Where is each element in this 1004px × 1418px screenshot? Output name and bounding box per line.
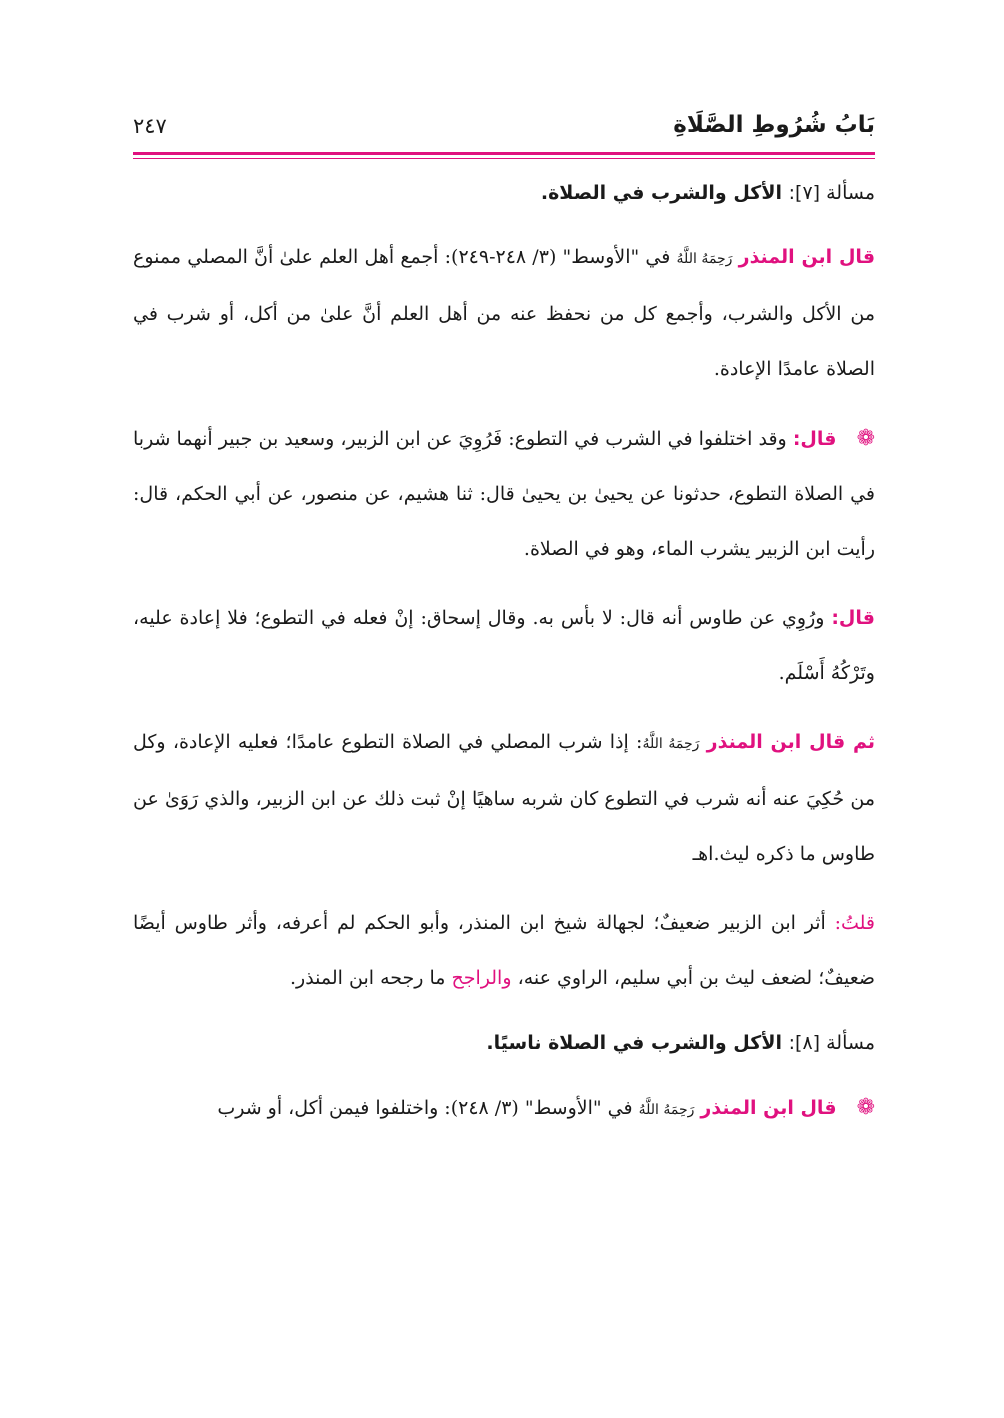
issue-heading-7: [133, 170, 875, 216]
header-rule-thick: [133, 152, 875, 155]
issue-label: مسألة [٨]:: [788, 1032, 875, 1054]
honorific: رَحِمَهُ اللَّهُ: [676, 251, 733, 267]
paragraph-text: في "الأوسط" (٣/ ٢٤٨): واختلفوا فيمن أكل، أو شرب: [217, 1097, 633, 1119]
paragraph-text-end: ما رجحه ابن المنذر.: [289, 967, 446, 989]
lead-phrase: قال ابن المنذر: [738, 246, 876, 268]
paragraph-1: [133, 230, 875, 397]
page-body: [133, 170, 875, 1138]
page-number: ٢٤٧: [133, 114, 167, 138]
paragraph-text: وقد اختلفوا في الشرب في التطوع: فَرُوِيَ عن ابن الزبير، وسعيد بن جبير أنهما شربا في الصلاة التطوع، حدثونا عن يحيىٰ بن يحيىٰ قال: ثنا هشيم، عن منصور، عن أبي الحكم، قال: رأيت ابن الزبير يشرب الماء، وهو في الصلاة.: [133, 428, 875, 560]
highlight-phrase: والراجح: [451, 967, 512, 989]
issue-title: الأكل والشرب في الصلاة.: [540, 182, 782, 204]
honorific: رَحِمَهُ اللَّهُ: [642, 736, 700, 752]
issue-label: مسألة [٧]:: [788, 182, 875, 204]
flower-ornament-icon: ❁: [856, 1095, 875, 1120]
paragraph-text: ورُوِي عن طاوس أنه قال: لا بأس به. وقال إسحاق: إنْ فعله في التطوع؛ فلا إعادة عليه، وتَرْكُهُ أَسْلَم.: [133, 607, 875, 684]
lead-phrase: قال:: [831, 607, 875, 629]
lead-phrase: قال:: [792, 428, 837, 450]
lead-phrase: قال ابن المنذر: [700, 1097, 837, 1119]
running-title: بَابُ شُرُوطِ الصَّلَاةِ: [673, 112, 875, 138]
paragraph-4: [133, 715, 875, 882]
issue-title: الأكل والشرب في الصلاة ناسيًا.: [486, 1032, 782, 1054]
page-header: [133, 112, 875, 154]
header-rule-thin: [133, 158, 875, 159]
paragraph-text: في "الأوسط" (٣/ ٢٤٨-٢٤٩): أجمع أهل العلم علىٰ أنَّ المصلي ممنوع من الأكل والشرب، وأجمع كل من نحفظ عنه من أهل العلم أنَّ علىٰ من أكل، أو شرب في الصلاة عامدًا الإعادة.: [133, 246, 875, 380]
paragraph-text: أثر ابن الزبير ضعيفٌ؛ لجهالة شيخ ابن المنذر، وأبو الحكم لم أعرفه، وأثر طاوس أيضًا ضعيفٌ؛ لضعف ليث بن أبي سليم، الراوي عنه،: [133, 912, 875, 989]
paragraph-3: [133, 591, 875, 701]
flower-ornament-icon: ❁: [856, 426, 875, 451]
paragraph-text: : إذا شرب المصلي في الصلاة التطوع عامدًا؛ فعليه الإعادة، وكل من حُكِيَ عنه أنه شرب في التطوع كان شربه ساهيًا إنْ ثبت ذلك عن ابن الزبير، والذي رَوَىٰ عن طاوس ما ذكره ليث.اهـ: [133, 731, 875, 865]
paragraph-6: [133, 1080, 875, 1138]
lead-phrase: قلتُ:: [834, 912, 875, 934]
issue-heading-8: [133, 1020, 875, 1066]
honorific: رَحِمَهُ اللَّهُ: [638, 1102, 695, 1118]
paragraph-2: [133, 411, 875, 577]
paragraph-5: [133, 896, 875, 1006]
lead-phrase: ثم قال ابن المنذر: [706, 731, 875, 753]
